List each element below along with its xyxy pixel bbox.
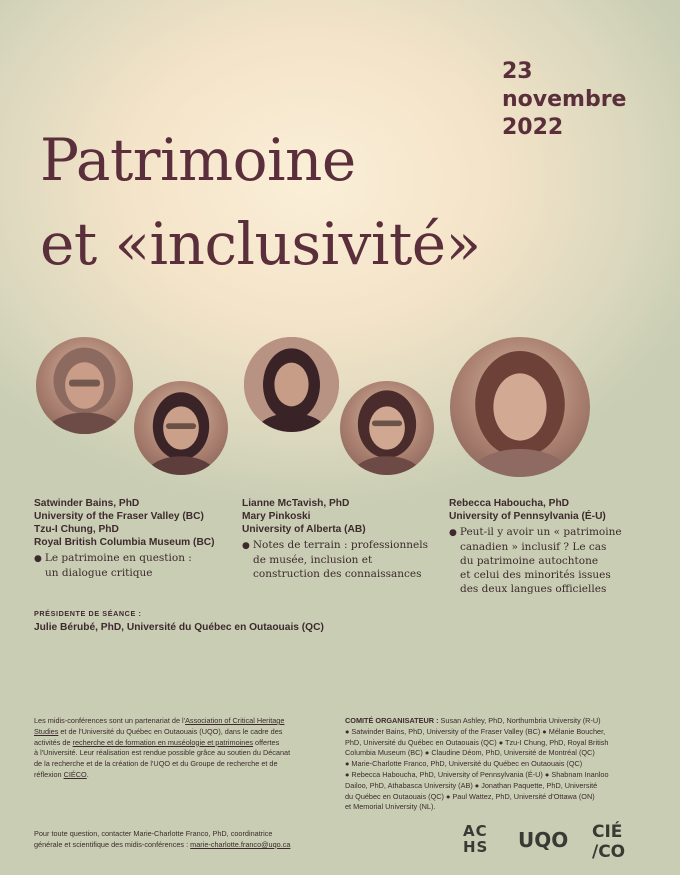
portrait-lianne-mctavish	[244, 337, 339, 432]
speaker-name: Satwinder Bains, PhD	[34, 498, 140, 509]
uqo-logo: UQO	[518, 828, 569, 852]
speaker-name: Lianne McTavish, PhD	[242, 498, 350, 509]
partners-paragraph: Les midis-conférences sont un partenariat de l'Association of Critical Heritage Studies et de l'Université du Québec en Outaouais (UQO), dans le cadre des activités de recherche et de formation en muséologie et patrimoines offertes à l'Université. Leur réalisation est rendue possible grâce au soutien du Décanat de la recherche et de la création de l'UQO et du Groupe de recherche et de réflexion CIÉCO.	[34, 716, 291, 779]
portrait-satwinder-bains	[36, 337, 133, 434]
title-line-2: et «inclusivité»	[40, 210, 481, 278]
achs-logo: AC HS	[463, 822, 489, 856]
date-day: 23	[502, 59, 533, 84]
committee-label: COMITÉ ORGANISATEUR :	[345, 716, 439, 725]
speaker-affiliation: University of Alberta (AB)	[242, 524, 366, 535]
speaker-name: Rebecca Haboucha, PhD	[449, 498, 570, 509]
contact-paragraph: Pour toute question, contacter Marie-Charlotte Franco, PhD, coordinatrice générale et scientifique des midis-conférences : marie-charlotte.franco@uqo.ca	[34, 829, 291, 849]
talk-title: ● Peut-il y avoir un « patrimoine canadien » inclusif ? Le cas du patrimoine autochtone et celui des minorités issues des deux langues officielles	[449, 525, 649, 596]
portrait-mary-pinkoski	[340, 381, 434, 475]
speaker-affiliation: Royal British Columbia Museum (BC)	[34, 537, 215, 548]
chair-label: PRÉSIDENTE DE SÉANCE :	[34, 609, 142, 618]
session-chair	[34, 607, 324, 635]
title-line-1: Patrimoine	[40, 126, 356, 194]
speaker-block-1	[34, 497, 244, 580]
chair-name: Julie Bérubé, PhD, Université du Québec en Outaouais (QC)	[34, 622, 324, 633]
program-link[interactable]: recherche et de formation en muséologie et patrimoines	[72, 737, 254, 747]
committee-paragraph: COMITÉ ORGANISATEUR : Susan Ashley, PhD, Northumbria University (R-U) ● Satwinder Bains, PhD, University of the Fraser Valley (BC) ● Mélanie Boucher, PhD, Université du Québec en Outaouais (QC) ● Tzu-I Chung, PhD, Royal British Columbia Museum (BC) ● Claudine Déom, PhD, Université de Montréal (QC) ● Marie-Charlotte Franco, PhD, Université du Québec en Outaouais (QC) ● Rebecca Haboucha, PhD, University of Pennsylvania (É-U) ● Shabnam Inanloo Dailoo, PhD, Athabasca University (AB) ● Jonathan Paquette, PhD, Université du Québec en Outaouais (QC) ● Paul Wattez, PhD, Université d'Ottawa (ON) et Memorial University (NL).	[345, 716, 609, 812]
page-title	[40, 118, 660, 286]
talk-title: ● Notes de terrain : professionnels de musée, inclusion et construction des connaissances	[242, 538, 442, 581]
cieco-logo: CIÉ /CO	[592, 822, 626, 862]
speaker-block-3	[449, 497, 649, 596]
speaker-name: Tzu-I Chung, PhD	[34, 524, 119, 535]
speaker-name: Mary Pinkoski	[242, 511, 311, 522]
speaker-affiliation: University of Pennsylvania (É-U)	[449, 511, 606, 522]
portrait-rebecca-haboucha	[450, 337, 590, 477]
date-year: 2022	[502, 115, 564, 140]
contact-email-link[interactable]: marie-charlotte.franco@uqo.ca	[190, 839, 291, 849]
cieco-link[interactable]: CIÉCO	[63, 769, 87, 779]
portrait-tzu-i-chung	[134, 381, 228, 475]
talk-title: ● Le patrimoine en question : un dialogue critique	[34, 551, 244, 580]
speaker-affiliation: University of the Fraser Valley (BC)	[34, 511, 204, 522]
achs-link[interactable]: Association of Critical Heritage	[185, 716, 285, 725]
speaker-block-2	[242, 497, 442, 581]
achs-link-cont[interactable]: Studies	[34, 726, 59, 736]
date-month: novembre	[502, 87, 627, 112]
